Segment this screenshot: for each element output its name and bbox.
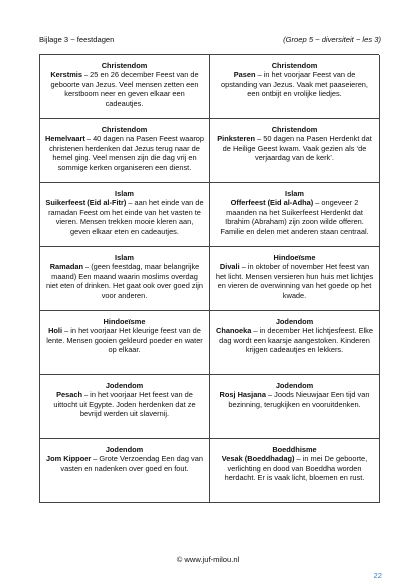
religion-label: Christendom [271,61,318,70]
holiday-text: – Joods Nieuwjaar Een tijd van bezinning, terugkijken en vooruitdenken. [228,390,370,409]
holiday-text: – in het voorjaar Het feest van de uittocht uit Egypte. Joden herdenken dat ze bevrijd werden uit slavernij. [53,390,196,419]
religion-label: Islam [285,189,304,198]
page-header [39,34,381,46]
holiday-card [210,247,380,311]
holiday-card [210,311,380,375]
religion-label: Hindoeïsme [103,317,146,326]
page-number: 22 [373,571,382,580]
holiday-name: Holi [48,326,63,336]
holiday-text: – ongeveer 2 maanden na het Suikerfeest Herdenkt dat Ibrahim (Abraham) zijn zoon wilde offeren. Familie en delen met anderen staan centraal. [220,198,369,236]
holiday-text: – Grote Verzoendag Een dag van vasten en nadenken over goed en fout. [60,454,203,473]
holiday-text: – 25 en 26 december Feest van de geboorte van Jezus. Veel mensen zetten een kerstboom neer en geven elkaar een cadeautjes. [50,70,199,108]
holiday-card [210,55,380,119]
holiday-name: Vesak (Boeddhadag) [221,454,295,464]
holiday-name: Divali [219,262,240,272]
header-right: (Groep 5 ~ diversiteit ~ les 3) [283,35,381,44]
holiday-card [40,439,210,503]
holiday-name: Jom Kippoer [46,454,92,464]
religion-label: Boeddhisme [272,445,317,454]
holiday-card [40,183,210,247]
holiday-text: – in het voorjaar Het kleurige feest van de lente. Mensen gooien gekleurd poeder en water op elkaar. [46,326,203,355]
religion-label: Christendom [101,125,148,134]
holiday-name: Kerstmis [50,70,82,80]
religion-label: Jodendom [105,381,144,390]
holiday-card [210,183,380,247]
religion-label: Christendom [271,125,318,134]
religion-label: Hindoeïsme [273,253,316,262]
holiday-text: – in oktober of november Het feest van het licht. Mensen versieren hun huis met lichtjes en vieren de overwinning van het goede op het kwade. [215,262,374,300]
holiday-text: – (geen feestdag, maar belangrijke maand) Een maand waarin moslims overdag niet eten of drinken. Het gaat ook over goed zijn voor anderen. [46,262,203,300]
holiday-card [40,119,210,183]
holiday-text: – in mei De geboorte, verlichting en dood van Boeddha worden herdacht. Er is vaak licht, bloemen en rust. [224,454,368,483]
holiday-name: Suikerfeest (Eid al-Fitr) [45,198,127,208]
holiday-card [40,311,210,375]
copyright-footer: © www.juf-milou.nl [176,555,240,564]
holiday-name: Chanoeka [216,326,252,336]
holiday-name: Pinksteren [217,134,256,144]
religion-label: Christendom [101,61,148,70]
header-left: Bijlage 3 ~ feestdagen [39,35,115,44]
holiday-text: – aan het einde van de ramadan Feest om het einde van het vasten te vieren. Mensen trekken mooie kleren aan, geven elkaar eten en cadeautjes. [48,198,204,236]
holiday-name: Pasen [233,70,256,80]
religion-label: Jodendom [105,445,144,454]
holiday-name: Rosj Hasjana [219,390,266,400]
holiday-card [40,55,210,119]
religion-label: Jodendom [275,317,314,326]
holiday-name: Ramadan [49,262,83,272]
holiday-text: – 40 dagen na Pasen Feest waarop christenen herdenken dat Jezus terug naar de hemel ging. Veel mensen zijn die dag vrij en sommige kerken organiseren een dienst. [49,134,205,172]
holiday-name: Offerfeest (Eid al-Adha) [230,198,314,208]
holiday-card [210,439,380,503]
religion-label: Islam [115,253,134,262]
holiday-card [210,119,380,183]
holiday-text: – 50 dagen na Pasen Herdenkt dat de Heilige Geest kwam. Vaak gezien als ‘de verjaardag van de kerk’. [222,134,372,163]
holiday-text: – in december Het lichtjesfeest. Elke dag wordt een kaarsje aangestoken. Kinderen krijgen cadeautjes en lekkers. [219,326,373,355]
holiday-name: Pesach [56,390,82,400]
holiday-card [40,375,210,439]
holiday-name: Hemelvaart [45,134,85,144]
religion-label: Jodendom [275,381,314,390]
holiday-card [210,375,380,439]
religion-label: Islam [115,189,134,198]
holiday-table [39,54,379,503]
holiday-text: – in het voorjaar Feest van de opstanding van Jezus. Vaak met paaseieren, een ontbijt en vrolijke liedjes. [221,70,368,99]
holiday-card [40,247,210,311]
